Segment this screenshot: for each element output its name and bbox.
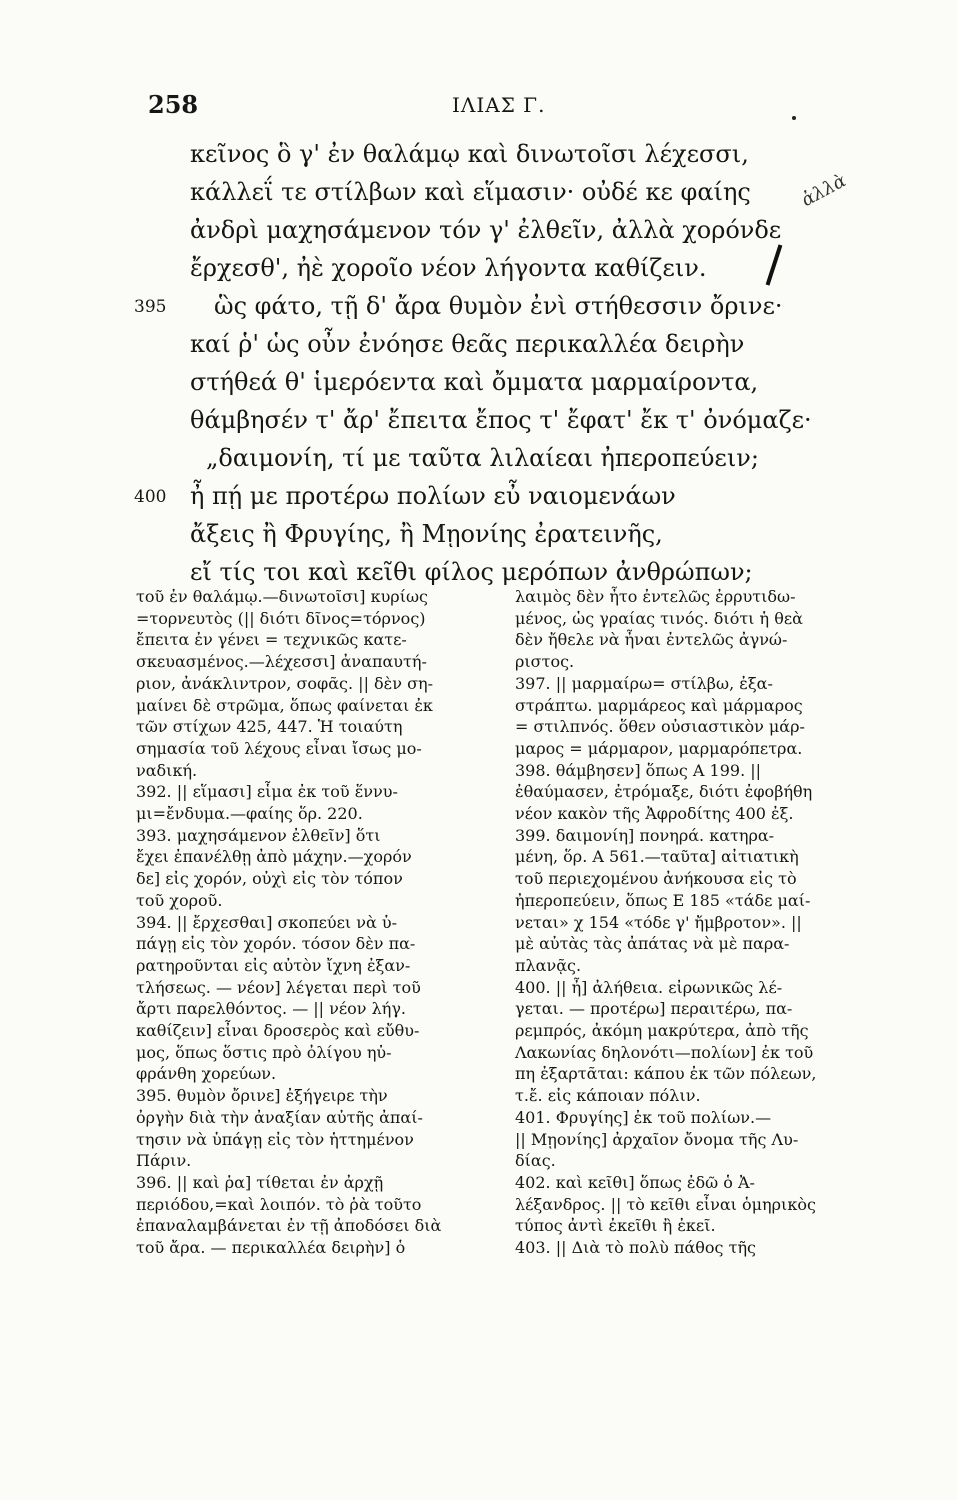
verse-text: „δαιμονίη, τί με ταῦτα λιλαίεαι ἠπεροπεύειν; [206, 444, 759, 472]
verse-line [0, 328, 957, 366]
commentary-line: 394. || ἔρχεσθαι] σκοπεύει νὰ ὑ- [136, 912, 397, 932]
verse-line [0, 290, 957, 328]
verse-text: ὣς φάτο, τῇ δ' ἄρα θυμὸν ἐνὶ στήθεσσιν ὄρινε· [214, 292, 783, 320]
commentary-line: ρεμπρός, ἀκόμη μακρύτερα, ἀπὸ τῆς [515, 1021, 809, 1041]
commentary-line: πη ἐξαρτᾶται: κάπου ἐκ τῶν πόλεων, [515, 1064, 817, 1084]
commentary-line: 398. θάμβησεν] ὅπως Α 199. || [515, 760, 762, 780]
commentary-line: μένη, ὅρ. Α 561.—ταῦτα] αἰτιατικὴ [515, 847, 799, 867]
commentary-left-column [136, 586, 494, 1259]
print-dot [792, 116, 796, 120]
verse-text: κεῖνος ὃ γ' ἐν θαλάμῳ καὶ δινωτοῖσι λέχεσσι, [190, 140, 749, 168]
commentary-line: Πάριν. [136, 1151, 192, 1171]
verse-line [0, 252, 957, 290]
commentary-line: τύπος ἀντὶ ἐκεῖθι ἢ ἐκεῖ. [515, 1216, 716, 1236]
commentary-line: ἔχει ἐπανέλθῃ ἀπὸ μάχην.—χορόν [136, 847, 412, 867]
commentary-line: ἐπαναλαμβάνεται ἐν τῇ ἀποδόσει διὰ [136, 1216, 442, 1236]
commentary-line: μὲ αὐτὰς τὰς ἀπάτας νὰ μὲ παρα- [515, 934, 790, 954]
commentary-line: 403. || Διὰ τὸ πολὺ πάθος τῆς [515, 1238, 756, 1258]
commentary-line: νέον κακὸν τῆς Ἀφροδίτης 400 ἐξ. [515, 804, 794, 824]
commentary-line: 396. || καὶ ῥα] τίθεται ἐν ἀρχῇ [136, 1172, 384, 1192]
commentary-line: μαρος = μάρμαρον, μαρμαρόπετρα. [515, 738, 803, 758]
commentary-line: ναδική. [136, 760, 198, 780]
commentary-line: καθίζειν] εἶναι δροσερὸς καὶ εὔθυ- [136, 1021, 420, 1041]
verse-line [0, 366, 957, 404]
commentary-line: στράπτω. μαρμάρεος καὶ μάρμαρος [515, 695, 803, 715]
commentary-line: 400. || ἦ] ἀλήθεια. εἰρωνικῶς λέ- [515, 977, 783, 997]
commentary-line: λέξανδρος. || τὸ κεῖθι εἶναι ὁμηρικὸς [515, 1194, 816, 1214]
verse-line [0, 214, 957, 252]
commentary-line: 395. θυμὸν ὄρινε] ἐξήγειρε τὴν [136, 1086, 388, 1106]
commentary-line: τοῦ χοροῦ. [136, 890, 223, 910]
verse-text: ἔρχεσθ', ἠὲ χοροῖο νέον λήγοντα καθίζειν. [190, 254, 707, 282]
handwritten-margin-note: ἀλλὰ [798, 170, 850, 211]
commentary-line: μένος, ὡς γραίας τινός. διότι ἡ θεὰ [515, 608, 803, 628]
commentary-line: 393. μαχησάμενον ἐλθεῖν] ὅτι [136, 825, 381, 845]
commentary-line: πλανᾷς. [515, 955, 582, 975]
verse-number: 400 [134, 487, 167, 507]
commentary-line: ἠπεροπεύειν, ὅπως Ε 185 «τάδε μαί- [515, 890, 811, 910]
commentary-line: =τορνευτὸς (|| διότι δῖνος=τόρνος) [136, 608, 426, 628]
commentary-line: δίας. [515, 1151, 556, 1171]
commentary-line: σκευασμένος.—λέχεσσι] ἀναπαυτή- [136, 652, 427, 672]
commentary-line: πάγῃ εἰς τὸν χορόν. τόσον δὲν πα- [136, 934, 416, 954]
verse-number: 395 [134, 297, 167, 317]
commentary-line: ριον, ἀνάκλιντρον, σοφᾶς. || δὲν ση- [136, 673, 433, 693]
commentary-line: λαιμὸς δὲν ἦτο ἐντελῶς ἐρρυτιδω- [515, 587, 796, 606]
commentary-line: μος, ὅπως ὅστις πρὸ ὀλίγου ηὐ- [136, 1042, 392, 1062]
commentary-line: 399. δαιμονίη] πονηρά. κατηρα- [515, 825, 775, 845]
commentary-line: μι=ἔνδυμα.—φαίης ὅρ. 220. [136, 804, 363, 824]
commentary-line: Λακωνίας δηλονότι—πολίων] ἐκ τοῦ [515, 1042, 814, 1062]
verse-line [0, 518, 957, 556]
commentary-line: γεται. — προτέρω] περαιτέρω, πα- [515, 999, 793, 1019]
commentary-line: 392. || εἵμασι] εἷμα ἐκ τοῦ ἕννυ- [136, 782, 398, 802]
verse-line [0, 138, 957, 176]
commentary-line: ἄρτι παρελθόντος. — || νέον λήγ. [136, 999, 406, 1019]
running-head: ΙΛΙΑΣ Γ. [452, 93, 546, 117]
verse-line [0, 404, 957, 442]
commentary-line: τοῦ ἐν θαλάμῳ.—δινωτοῖσι] κυρίως [136, 587, 428, 606]
commentary-line: τοῦ περιεχομένου ἀνήκουσα εἰς τὸ [515, 869, 797, 889]
verse-text: κάλλεΐ τε στίλβων καὶ εἵμασιν· οὐδέ κε φαίης [190, 178, 751, 206]
commentary-line: 397. || μαρμαίρω= στίλβω, ἐξα- [515, 673, 773, 693]
commentary-line: ἐθαύμασεν, ἐτρόμαξε, διότι ἐφοβήθη [515, 782, 813, 802]
verse-line [0, 480, 957, 518]
commentary-line: ρατηροῦνται εἰς αὐτὸν ἴχνη ἐξαν- [136, 955, 411, 975]
verse-text: θάμβησέν τ' ἄρ' ἔπειτα ἔπος τ' ἔφατ' ἔκ τ' ὀνόμαζε· [190, 406, 812, 434]
commentary-line: = στιλπνός. ὅθεν οὐσιαστικὸν μάρ- [515, 717, 805, 737]
verse-text: ἀνδρὶ μαχησάμενον τόν γ' ἐλθεῖν, ἀλλὰ χορόνδε [190, 216, 782, 244]
commentary-line: νεται» χ 154 «τόδε γ' ἤμβροτον». || [515, 912, 802, 932]
commentary-line: ὀργὴν διὰ τὴν ἀναξίαν αὐτῆς ἀπαί- [136, 1107, 423, 1127]
verse-text: ἄξεις ἢ Φρυγίης, ἢ Μῃονίης ἐρατεινῆς, [190, 520, 663, 548]
commentary-line: δε] εἰς χορόν, οὐχὶ εἰς τὸν τόπον [136, 869, 403, 889]
commentary-line: τ.ἔ. εἰς κάποιαν πόλιν. [515, 1086, 701, 1106]
commentary-line: σημασία τοῦ λέχους εἶναι ἴσως μο- [136, 738, 422, 758]
commentary-line: 401. Φρυγίης] ἐκ τοῦ πολίων.— [515, 1107, 772, 1127]
verse-line [0, 442, 957, 480]
verse-text: στήθεά θ' ἱμερόεντα καὶ ὄμματα μαρμαίροντα, [190, 368, 759, 396]
verse-text: καί ῥ' ὡς οὖν ἐνόησε θεᾶς περικαλλέα δειρὴν [190, 330, 745, 358]
commentary-line: 402. καὶ κεῖθι] ὅπως ἐδῶ ὁ Ἀ- [515, 1172, 755, 1192]
commentary-line: ριστος. [515, 652, 575, 672]
commentary-line: ἔπειτα ἐν γένει = τεχνικῶς κατε- [136, 630, 407, 650]
commentary-line: μαίνει δὲ στρῶμα, ὅπως φαίνεται ἐκ [136, 695, 433, 715]
commentary-line: || Μῃονίης] ἀρχαῖον ὄνομα τῆς Λυ- [515, 1129, 799, 1149]
commentary-line: τῶν στίχων 425, 447. Ἡ τοιαύτη [136, 717, 403, 737]
commentary-line: τησιν νὰ ὑπάγῃ εἰς τὸν ἡττημένον [136, 1129, 414, 1149]
commentary-line: δὲν ἤθελε νὰ ἦναι ἐντελῶς ἀγνώ- [515, 630, 788, 650]
commentary-right-column [515, 586, 855, 1259]
verse-text: εἴ τίς τοι καὶ κεῖθι φίλος μερόπων ἀνθρώπων; [190, 558, 753, 586]
page-number: 258 [148, 90, 199, 119]
commentary-line: τοῦ ἄρα. — περικαλλέα δειρὴν] ὁ [136, 1238, 406, 1258]
commentary-line: τλήσεως. — νέον] λέγεται περὶ τοῦ [136, 977, 421, 997]
commentary-line: περιόδου,=καὶ λοιπόν. τὸ ῥὰ τοῦτο [136, 1194, 422, 1214]
commentary-line: φράνθη χορεύων. [136, 1064, 277, 1084]
verse-text: ἦ πῄ με προτέρω πολίων εὖ ναιομενάων [190, 482, 676, 510]
